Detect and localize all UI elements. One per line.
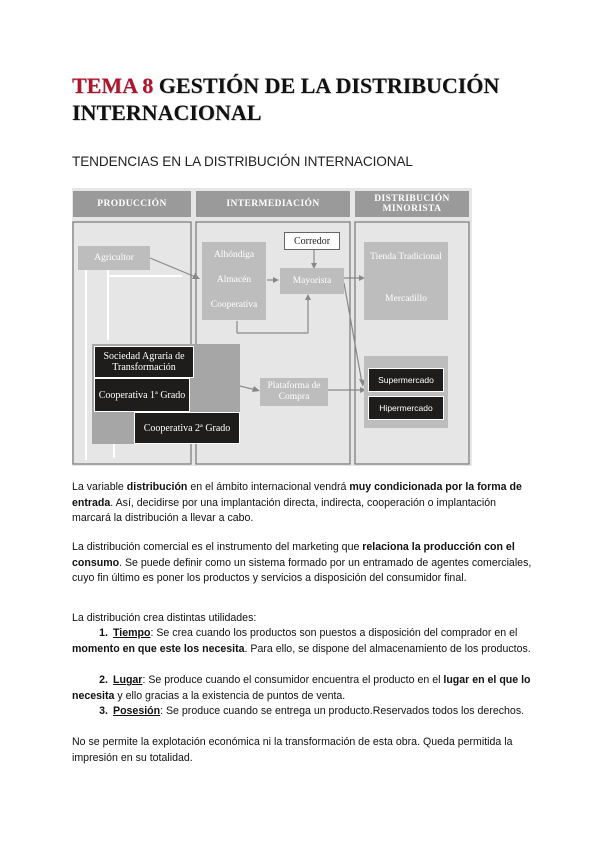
item-2-text-c: y ello gracias a la existencia de puntos de venta.: [114, 689, 346, 702]
item-2-bold: lugar en el que lo necesita: [72, 674, 531, 702]
copyright-note: No se permite la explotación económica ni la transformación de esta obra. Queda permitida la impresión en su totalidad.: [72, 736, 513, 764]
list-item-tiempo: [72, 626, 532, 657]
paragraph-3-intro: La distribución crea distintas utilidades:: [72, 612, 257, 624]
supermercado-box: Supermercado: [368, 368, 444, 392]
p2-text-a: La distribución comercial es el instrumento del marketing que: [72, 541, 363, 553]
plataforma-box: Plataforma de Compra: [260, 378, 328, 406]
item-3-label: Posesión: [113, 705, 161, 717]
p1-bold-1: distribución: [126, 481, 188, 493]
item-1-text-a: : Se crea cuando los productos son puestos a disposición del comprador en el: [150, 627, 518, 639]
item-1-label: Tiempo: [113, 627, 151, 639]
list-item-posesion: [72, 704, 532, 720]
p1-text-d: . Así, decidirse por una implantación directa, indirecta, cooperación o implantación marcará la distribución a llevar a cabo.: [72, 496, 496, 524]
corredor-box: Corredor: [284, 232, 340, 250]
item-3-text-a: : Se produce cuando se entrega un producto.Reservados todos los derechos.: [160, 705, 525, 717]
tienda-tradicional-label: Tienda Tradicional: [370, 252, 442, 262]
column-header-produccion: PRODUCCIÓN: [73, 191, 191, 217]
paragraph-1: [72, 480, 532, 527]
p1-bold-2: muy condicionada por la forma de entrada: [72, 481, 522, 509]
mercadillo-label: Mercadillo: [385, 294, 427, 304]
p1-text-c: en el ámbito internacional vendrá: [187, 481, 350, 493]
item-2-label: Lugar: [113, 674, 143, 686]
item-3-number: 3.: [99, 705, 108, 717]
item-2-text-a: : Se produce cuando el consumidor encuentra el producto en el: [142, 674, 444, 686]
column-header-intermediacion: INTERMEDIACIÓN: [196, 191, 350, 217]
page-title: [72, 72, 532, 126]
mayorista-box: Mayorista: [280, 268, 344, 294]
distribution-diagram: [72, 188, 472, 466]
item-1-number: 1.: [99, 627, 108, 639]
column-header-distribucion: DISTRIBUCIÓN MINORISTA: [355, 191, 469, 217]
item-1-text-c: . Para ello, se dispone del almacenamiento de los productos.: [244, 642, 531, 655]
p2-text-c: . Se puede definir como un sistema formado por un entramado de agentes comerciales, cuyo fin último es poner los productos y servicios a disposición del consumidor final.: [72, 556, 532, 584]
cooperativa-2-box: Cooperativa 2ª Grado: [134, 412, 240, 444]
p1-text-a: La variable: [72, 481, 127, 493]
item-1-bold: momento en que este los necesita: [72, 642, 245, 655]
tema-title: GESTIÓN DE LA DISTRIBUCIÓN INTERNACIONAL: [72, 73, 500, 125]
cooperativa-label: Cooperativa: [210, 300, 258, 310]
almacen-label: Almacén: [216, 275, 252, 285]
list-item-lugar: [72, 673, 532, 704]
agricultor-box: Agricultor: [78, 246, 150, 270]
item-2-number: 2.: [99, 674, 108, 686]
cooperativa-1-box: Cooperativa 1ª Grado: [94, 378, 190, 412]
tema-number: TEMA 8: [72, 73, 154, 98]
section-heading: TENDENCIAS EN LA DISTRIBUCIÓN INTERNACIONAL: [72, 154, 413, 169]
hipermercado-box: Hipermercado: [368, 396, 444, 420]
sociedad-agraria-box: Sociedad Agraria de Transformación: [94, 346, 194, 378]
alhondiga-label: Alhóndiga: [213, 250, 255, 260]
paragraph-2: [72, 540, 532, 587]
p2-bold: relaciona la producción con el consumo: [72, 541, 515, 569]
